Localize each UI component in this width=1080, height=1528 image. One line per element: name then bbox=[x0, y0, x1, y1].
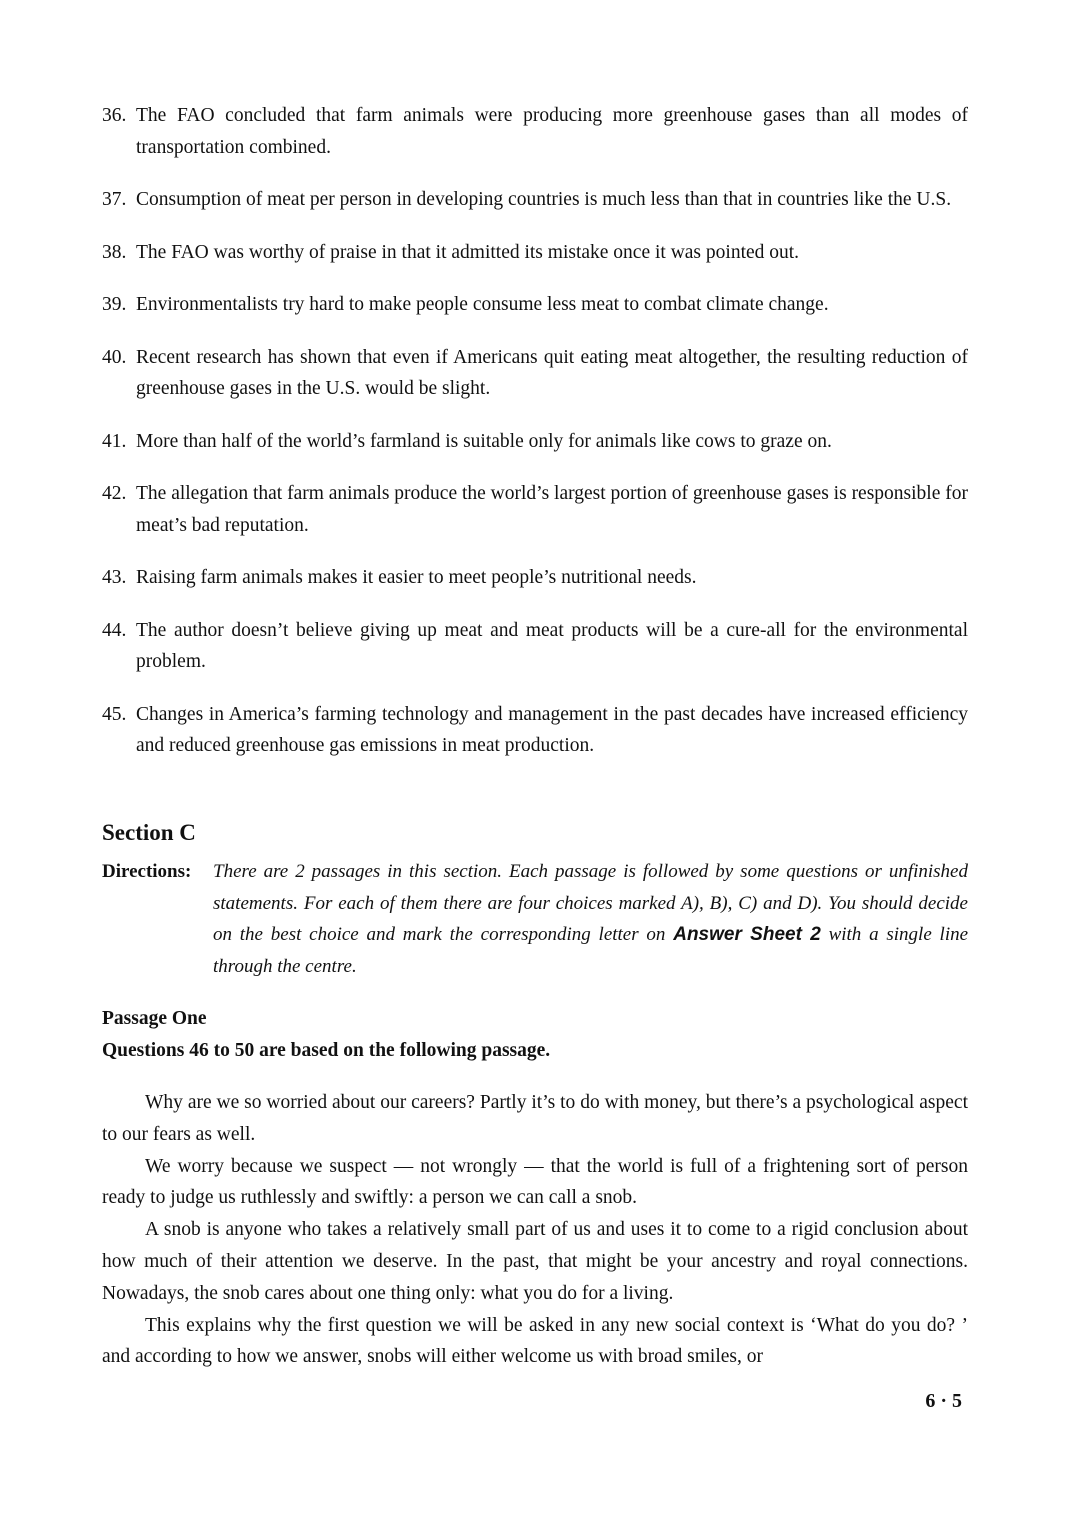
statement-text: Consumption of meat per person in developing countries is much less than that in countries like the U.S. bbox=[136, 189, 952, 210]
statement-text: The author doesn’t believe giving up meat and meat products will be a cure-all for the environmental problem. bbox=[136, 619, 968, 672]
statement-number: 36. bbox=[102, 105, 127, 126]
statement-text: Changes in America’s farming technology and management in the past decades have increased efficiency and reduced greenhouse gas emissions in meat production. bbox=[136, 703, 968, 756]
directions bbox=[102, 856, 968, 982]
statement-list bbox=[102, 100, 968, 783]
statement-item bbox=[102, 562, 968, 594]
passage-paragraph: Why are we so worried about our careers? Partly it’s to do with money, but there’s a psychological aspect to our fears as well. bbox=[102, 1092, 968, 1145]
statement-item bbox=[102, 426, 968, 458]
statement-number: 40. bbox=[102, 346, 127, 368]
statement-number: 38. bbox=[102, 241, 127, 263]
statement-text: Raising farm animals makes it easier to meet people’s nutritional needs. bbox=[136, 567, 697, 588]
passage-body bbox=[102, 1087, 968, 1373]
page-number: 6 · 5 bbox=[925, 1390, 962, 1412]
answer-sheet-label: Answer Sheet 2 bbox=[673, 924, 821, 945]
statement-number: 39. bbox=[102, 294, 127, 315]
directions-text: There are 2 passages in this section. Each passage is followed by some questions or unfinished statements. For each of them there are four choices marked A), B), C) and D). You should decide on the best choice and mark the corresponding letter on bbox=[213, 861, 968, 945]
statement-item bbox=[102, 342, 968, 405]
statement-item bbox=[102, 289, 968, 321]
statement-text: Environmentalists try hard to make people consume less meat to combat climate change. bbox=[136, 294, 829, 315]
statement-number: 37. bbox=[102, 189, 127, 210]
statement-item bbox=[102, 237, 968, 269]
statement-text: More than half of the world’s farmland is suitable only for animals like cows to graze on. bbox=[136, 430, 832, 452]
statement-item bbox=[102, 100, 968, 163]
directions-tail: with a single line through the centre. bbox=[213, 924, 969, 977]
passage-subtitle: Questions 46 to 50 are based on the following passage. bbox=[102, 1039, 551, 1061]
statement-number: 42. bbox=[102, 483, 127, 504]
statement-number: 43. bbox=[102, 567, 127, 588]
statement-number: 44. bbox=[102, 619, 127, 641]
statement-text: The FAO was worthy of praise in that it admitted its mistake once it was pointed out. bbox=[136, 241, 800, 263]
statement-text: The FAO concluded that farm animals were producing more greenhouse gases than all modes of transportation combined. bbox=[136, 105, 968, 158]
statement-number: 41. bbox=[102, 430, 127, 452]
passage-paragraph: We worry because we suspect — not wrongly — that the world is full of a frightening sort of person ready to judge us ruthlessly and swiftly: a person we can call a snob. bbox=[102, 1155, 968, 1209]
statement-text: Recent research has shown that even if Americans quit eating meat altogether, the resulting reduction of greenhouse gases in the U.S. would be slight. bbox=[136, 346, 968, 399]
statement-item bbox=[102, 478, 968, 541]
passage-paragraph: This explains why the first question we will be asked in any new social context is ‘What do you do? ’ and according to how we answer, snobs will either welcome us with broad smiles, or bbox=[102, 1314, 968, 1368]
statement-item bbox=[102, 699, 968, 762]
passage-header bbox=[102, 1003, 550, 1066]
statement-item bbox=[102, 615, 968, 678]
section-title: Section C bbox=[102, 820, 196, 845]
passage-paragraph: A snob is anyone who takes a relatively small part of us and uses it to come to a rigid conclusion about how much of their attention we deserve. In the past, that might be your ancestry and royal connections. Nowadays, the snob cares about one thing only: what you do for a living. bbox=[102, 1219, 968, 1304]
statement-item bbox=[102, 184, 968, 216]
statement-text: The allegation that farm animals produce the world’s largest portion of greenhouse gases is responsible for meat’s bad reputation. bbox=[136, 483, 968, 536]
passage-title: Passage One bbox=[102, 1008, 207, 1029]
statement-number: 45. bbox=[102, 703, 127, 725]
directions-label: Directions: bbox=[102, 861, 192, 882]
directions-body bbox=[213, 856, 968, 982]
